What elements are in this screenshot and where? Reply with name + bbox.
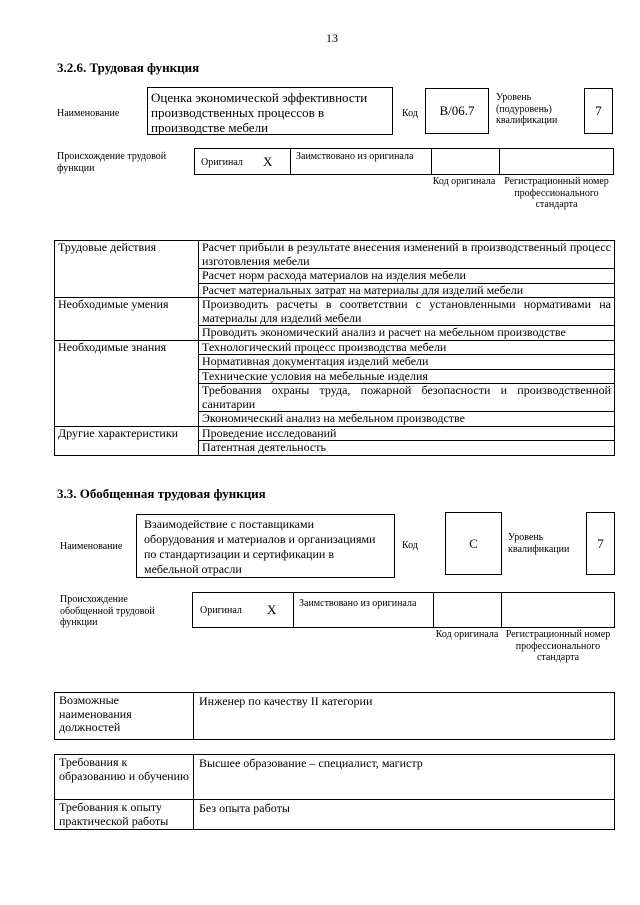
list-item: Технические условия на мебельные изделия — [199, 369, 615, 384]
function-name-box: Взаимодействие с поставщиками оборудования и материалов и организациями по стандартизации и сертификации в мебельной отрасли — [136, 514, 395, 578]
list-item: Расчет материальных затрат на материалы для изделий мебели — [199, 283, 615, 298]
function-name-box: Оценка экономической эффективности производственных процессов в производстве мебели — [147, 87, 393, 135]
positions-table — [54, 692, 615, 740]
experience-value: Без опыта работы — [194, 800, 615, 830]
list-item: Технологический процесс производства мебели — [199, 340, 615, 355]
row-label: Необходимые знания — [55, 340, 199, 426]
level-box: 7 — [584, 88, 613, 134]
list-item: Экономический анализ на мебельном производстве — [199, 412, 615, 427]
origin-box — [194, 148, 614, 175]
table-row — [55, 340, 615, 355]
level-label: Уровень (подуровень) квалификации — [496, 92, 558, 126]
labor-functions-table — [54, 240, 615, 456]
divider — [431, 149, 432, 174]
row-label: Трудовые действия — [55, 241, 199, 298]
section-heading: 3.2.6. Трудовая функция — [57, 60, 200, 75]
level-label: Уровень квалификации — [508, 532, 570, 555]
origin-code-caption: Код оригинала — [435, 629, 499, 640]
name-label: Наименование — [60, 541, 123, 552]
reg-number-caption: Регистрационный номер профессионального стандарта — [505, 629, 611, 663]
code-label: Код — [402, 540, 418, 551]
origin-box — [192, 592, 615, 628]
list-item: Расчет прибыли в результате внесения изменений в производственный процесс изготовления мебели — [199, 241, 615, 269]
positions-label: Возможные наименования должностей — [55, 693, 194, 740]
original-label: Оригинал — [201, 157, 243, 168]
code-box: C — [445, 512, 502, 575]
table-row — [55, 800, 615, 830]
reg-number-caption: Регистрационный номер профессионального стандарта — [504, 176, 609, 210]
code-box: B/06.7 — [425, 88, 489, 134]
original-mark: X — [263, 154, 273, 169]
list-item: Проведение исследований — [199, 426, 615, 441]
divider — [290, 149, 291, 174]
origin-code-caption: Код оригинала — [432, 176, 496, 187]
borrowed-label: Заимствовано из оригинала — [299, 598, 417, 609]
page-number: 13 — [326, 31, 338, 45]
table-row — [55, 426, 615, 441]
origin-label: Происхождение обобщенной трудовой функции — [60, 594, 155, 628]
divider — [293, 593, 294, 627]
divider — [499, 149, 500, 174]
table-row — [55, 241, 615, 269]
original-label: Оригинал — [200, 605, 242, 616]
positions-value: Инженер по качеству II категории — [194, 693, 615, 740]
row-label: Другие характеристики — [55, 426, 199, 455]
divider — [501, 593, 502, 627]
origin-label: Происхождение трудовой функции — [57, 151, 167, 174]
original-mark: X — [267, 602, 277, 617]
requirements-table — [54, 754, 615, 830]
list-item: Нормативная документация изделий мебели — [199, 355, 615, 370]
divider — [433, 593, 434, 627]
row-label: Необходимые умения — [55, 298, 199, 341]
table-row — [55, 298, 615, 326]
list-item: Требования охраны труда, пожарной безопасности и производственной санитарии — [199, 384, 615, 412]
list-item: Производить расчеты в соответствии с установленными нормативами на материалы для изделий мебели — [199, 298, 615, 326]
name-label: Наименование — [57, 108, 120, 119]
list-item: Проводить экономический анализ и расчет на мебельном производстве — [199, 326, 615, 341]
code-label: Код — [402, 108, 418, 119]
table-row — [55, 755, 615, 800]
table-row — [55, 693, 615, 740]
experience-label: Требования к опыту практической работы — [55, 800, 194, 830]
borrowed-label: Заимствовано из оригинала — [296, 151, 414, 162]
education-label: Требования к образованию и обучению — [55, 755, 194, 800]
list-item: Расчет норм расхода материалов на изделия мебели — [199, 269, 615, 284]
level-box: 7 — [586, 512, 615, 575]
education-value: Высшее образование – специалист, магистр — [194, 755, 615, 800]
section-heading: 3.3. Обобщенная трудовая функция — [57, 486, 266, 501]
list-item: Патентная деятельность — [199, 441, 615, 456]
